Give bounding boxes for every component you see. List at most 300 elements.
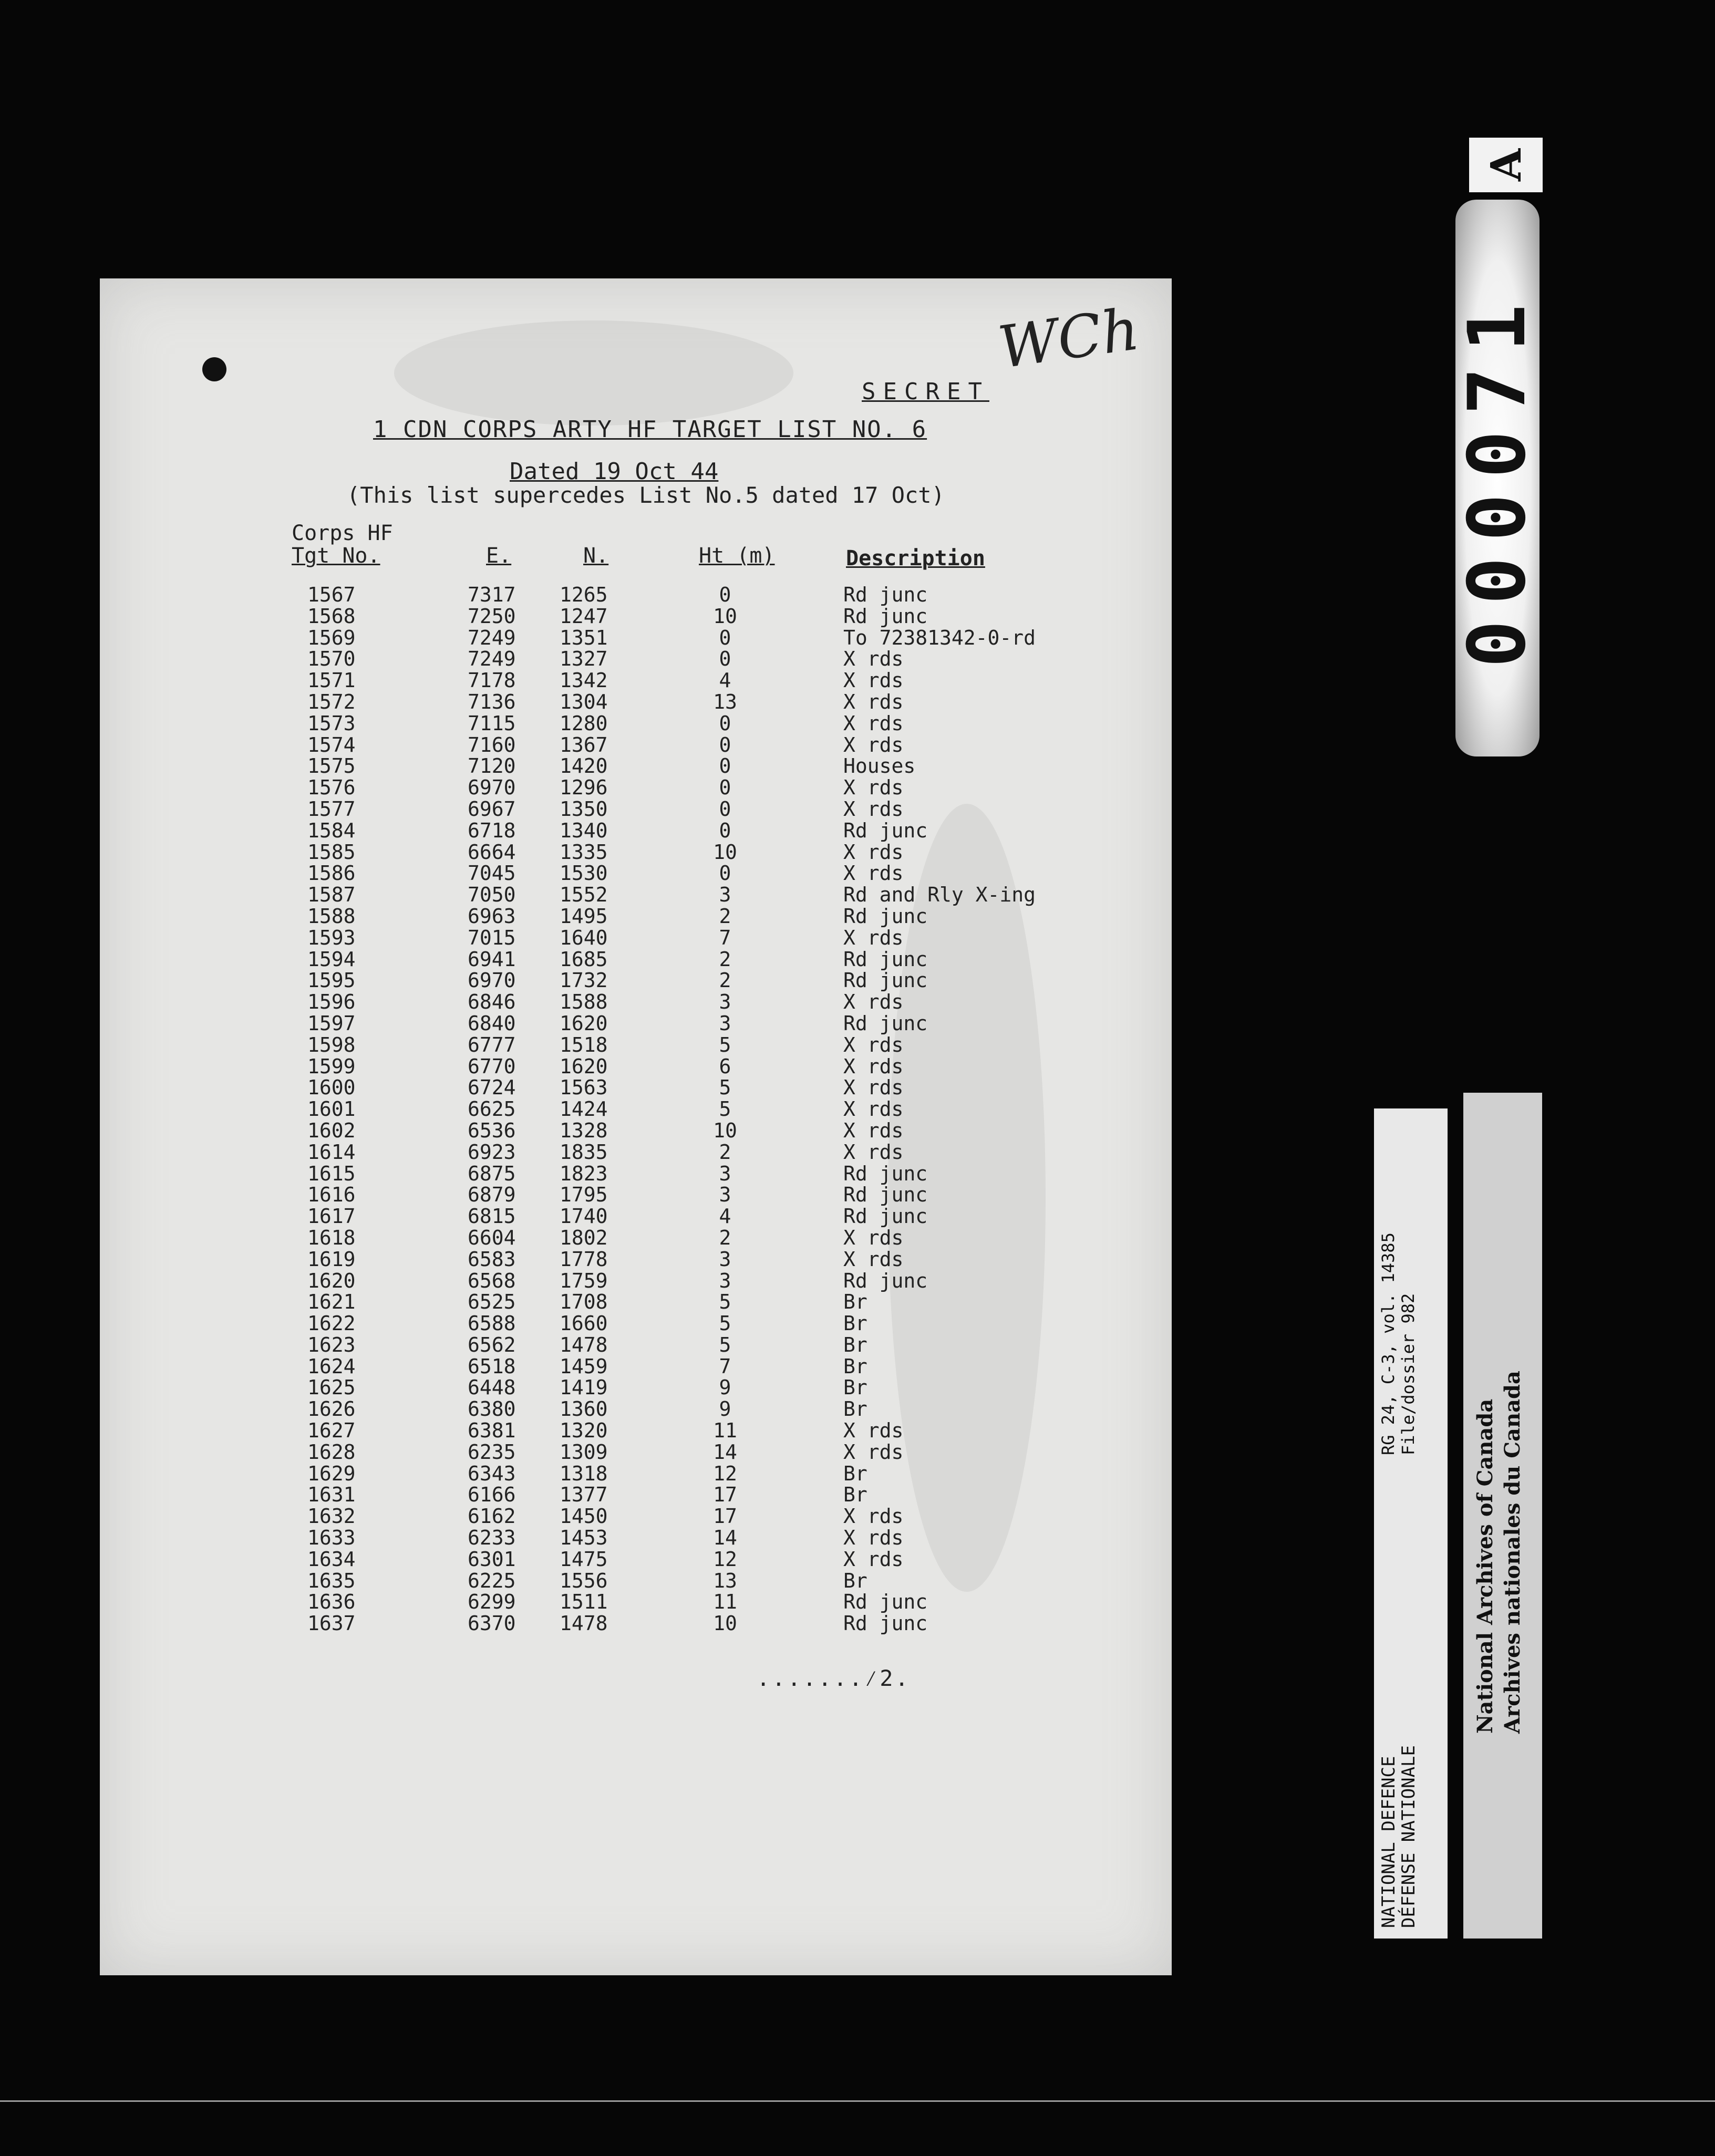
northing-value: 1327 [560, 647, 608, 671]
height-value: 3 [719, 883, 731, 907]
easting-value: 6525 [468, 1290, 516, 1314]
easting-value: 6225 [468, 1569, 516, 1592]
target-number: 1620 [307, 1269, 356, 1292]
description-value: X rds [843, 1033, 904, 1056]
height-value: 3 [719, 1269, 731, 1292]
height-value: 7 [719, 926, 731, 949]
height-value: 2 [719, 1140, 731, 1164]
target-number: 1615 [307, 1162, 356, 1185]
description-value: To 72381342-0-rd [843, 626, 1036, 649]
easting-value: 7178 [468, 669, 516, 692]
height-value: 3 [719, 1247, 731, 1271]
height-value: 12 [713, 1461, 737, 1485]
header-description [846, 546, 985, 571]
header-easting-label: E. [486, 544, 512, 568]
target-number: 1616 [307, 1183, 356, 1207]
height-value: 5 [719, 1076, 731, 1100]
target-number: 1601 [307, 1097, 356, 1121]
height-value: 5 [719, 1312, 731, 1335]
height-value: 14 [713, 1526, 737, 1550]
easting-value: 6381 [468, 1419, 516, 1443]
table-row [100, 754, 1172, 776]
table-row [100, 776, 1172, 800]
table-row [100, 647, 1172, 669]
continuation-marker: .......⁄2. [757, 1665, 911, 1691]
table-row [100, 1376, 1172, 1400]
northing-value: 1778 [560, 1247, 608, 1271]
target-number: 1619 [307, 1247, 356, 1271]
height-value: 3 [719, 990, 731, 1014]
easting-value: 6235 [468, 1440, 516, 1464]
description-value: Br [843, 1290, 867, 1314]
description-value: X rds [843, 1076, 904, 1100]
northing-value: 1280 [560, 711, 608, 735]
northing-value: 1453 [560, 1526, 608, 1550]
description-value: Br [843, 1483, 867, 1507]
description-value: Rd and Rly X-ing [843, 883, 1036, 907]
table-row [100, 1097, 1172, 1119]
northing-value: 1459 [560, 1354, 608, 1378]
table-row [100, 1162, 1172, 1184]
target-table [100, 583, 1172, 1633]
northing-value: 1660 [560, 1312, 608, 1335]
northing-value: 1563 [560, 1076, 608, 1100]
target-number: 1595 [307, 969, 356, 992]
easting-value: 6967 [468, 797, 516, 821]
easting-value: 7249 [468, 647, 516, 671]
height-value: 7 [719, 1354, 731, 1378]
table-row [100, 1183, 1172, 1205]
northing-value: 1552 [560, 883, 608, 907]
northing-value: 1518 [560, 1033, 608, 1056]
easting-value: 6970 [468, 969, 516, 992]
northing-value: 1450 [560, 1505, 608, 1528]
reference-line1: RG 24, C-3, vol. 14385 [1378, 1232, 1398, 1455]
table-row [100, 1033, 1172, 1055]
height-value: 3 [719, 1011, 731, 1035]
easting-value: 6724 [468, 1076, 516, 1100]
table-row [100, 1462, 1172, 1484]
easting-value: 7160 [468, 733, 516, 756]
description-value: Br [843, 1461, 867, 1485]
easting-value: 6815 [468, 1205, 516, 1228]
table-row [100, 1526, 1172, 1548]
department-line1: NATIONAL DEFENCE [1378, 1756, 1399, 1928]
description-value: X rds [843, 776, 904, 800]
northing-value: 1320 [560, 1419, 608, 1443]
northing-value: 1620 [560, 1011, 608, 1035]
table-row [100, 1569, 1172, 1591]
table-row [100, 1548, 1172, 1569]
height-value: 0 [719, 754, 731, 778]
target-number: 1577 [307, 797, 356, 821]
description-value: X rds [843, 1054, 904, 1078]
header-easting [486, 544, 511, 568]
easting-value: 6448 [468, 1376, 516, 1400]
table-row [100, 583, 1172, 605]
northing-value: 1265 [560, 583, 608, 606]
description-value: X rds [843, 990, 904, 1014]
easting-value: 6879 [468, 1183, 516, 1207]
height-value: 10 [713, 604, 737, 628]
easting-value: 7115 [468, 711, 516, 735]
table-row [100, 1248, 1172, 1269]
northing-value: 1475 [560, 1547, 608, 1571]
northing-value: 1759 [560, 1269, 608, 1292]
easting-value: 6166 [468, 1483, 516, 1507]
reference-line2: File/dossier 982 [1398, 1293, 1418, 1455]
table-row [100, 1612, 1172, 1633]
frame-number: 000071 [1452, 288, 1543, 668]
description-value: X rds [843, 1419, 904, 1443]
height-value: 5 [719, 1033, 731, 1056]
description-value: Rd junc [843, 947, 928, 971]
target-number: 1585 [307, 840, 356, 864]
target-number: 1588 [307, 904, 356, 928]
table-row [100, 969, 1172, 990]
easting-value: 6233 [468, 1526, 516, 1550]
table-row [100, 1205, 1172, 1226]
height-value: 14 [713, 1440, 737, 1464]
northing-value: 1318 [560, 1461, 608, 1485]
northing-value: 1424 [560, 1097, 608, 1121]
height-value: 13 [713, 1569, 737, 1592]
target-number: 1568 [307, 604, 356, 628]
table-row [100, 1290, 1172, 1312]
archive-institution-label [1463, 1093, 1542, 1939]
description-value: X rds [843, 690, 904, 713]
target-number: 1626 [307, 1397, 356, 1421]
height-value: 13 [713, 690, 737, 713]
description-value: Br [843, 1569, 867, 1592]
description-value: X rds [843, 1140, 904, 1164]
easting-value: 6162 [468, 1505, 516, 1528]
height-value: 3 [719, 1162, 731, 1185]
northing-value: 1795 [560, 1183, 608, 1207]
table-row [100, 1355, 1172, 1376]
description-value: X rds [843, 1547, 904, 1571]
description-value: X rds [843, 1440, 904, 1464]
target-number: 1576 [307, 776, 356, 800]
easting-value: 6380 [468, 1397, 516, 1421]
description-value: Br [843, 1312, 867, 1335]
table-row [100, 733, 1172, 755]
table-row [100, 1505, 1172, 1526]
height-value: 5 [719, 1097, 731, 1121]
northing-value: 1511 [560, 1590, 608, 1614]
target-number: 1587 [307, 883, 356, 907]
department-line2: DÉFENSE NATIONALE [1398, 1745, 1419, 1928]
height-value: 0 [719, 818, 731, 842]
easting-value: 6370 [468, 1612, 516, 1635]
height-value: 3 [719, 1183, 731, 1207]
height-value: 2 [719, 1226, 731, 1249]
table-row [100, 819, 1172, 841]
description-value: Houses [843, 754, 916, 778]
target-number: 1570 [307, 647, 356, 671]
target-number: 1625 [307, 1376, 356, 1400]
height-value: 11 [713, 1419, 737, 1443]
northing-value: 1588 [560, 990, 608, 1014]
northing-value: 1640 [560, 926, 608, 949]
table-row [100, 626, 1172, 648]
table-row [100, 1119, 1172, 1141]
target-number: 1602 [307, 1118, 356, 1142]
easting-value: 6840 [468, 1011, 516, 1035]
northing-value: 1478 [560, 1612, 608, 1635]
easting-value: 6770 [468, 1054, 516, 1078]
description-value: Br [843, 1333, 867, 1356]
height-value: 5 [719, 1290, 731, 1314]
easting-value: 6536 [468, 1118, 516, 1142]
handwritten-initials: WCh [994, 295, 1143, 382]
description-value: X rds [843, 926, 904, 949]
description-value: Br [843, 1376, 867, 1400]
easting-value: 6568 [468, 1269, 516, 1292]
northing-value: 1420 [560, 754, 608, 778]
document-title: 1 CDN CORPS ARTY HF TARGET LIST NO. 6 [373, 416, 927, 443]
target-number: 1594 [307, 947, 356, 971]
target-number: 1586 [307, 862, 356, 885]
northing-value: 1620 [560, 1054, 608, 1078]
target-number: 1633 [307, 1526, 356, 1550]
easting-value: 7317 [468, 583, 516, 606]
frame-counter [1452, 200, 1543, 756]
target-number: 1632 [307, 1505, 356, 1528]
target-number: 1614 [307, 1140, 356, 1164]
height-value: 6 [719, 1054, 731, 1078]
target-number: 1596 [307, 990, 356, 1014]
northing-value: 1823 [560, 1162, 608, 1185]
scan-smudge [394, 320, 793, 426]
height-value: 0 [719, 733, 731, 756]
height-value: 10 [713, 840, 737, 864]
description-value: X rds [843, 1226, 904, 1249]
easting-value: 6718 [468, 818, 516, 842]
northing-value: 1530 [560, 862, 608, 885]
header-height [699, 544, 775, 568]
height-value: 0 [719, 862, 731, 885]
easting-value: 6625 [468, 1097, 516, 1121]
target-number: 1623 [307, 1333, 356, 1356]
target-number: 1593 [307, 926, 356, 949]
northing-value: 1335 [560, 840, 608, 864]
table-row [100, 990, 1172, 1012]
description-value: Rd junc [843, 1011, 928, 1035]
height-value: 0 [719, 626, 731, 649]
table-row [100, 1419, 1172, 1443]
northing-value: 1835 [560, 1140, 608, 1164]
target-number: 1575 [307, 754, 356, 778]
description-value: X rds [843, 711, 904, 735]
header-northing-label: N. [583, 544, 609, 568]
ink-blot [202, 357, 226, 381]
northing-value: 1419 [560, 1376, 608, 1400]
table-row [100, 862, 1172, 883]
easting-value: 6846 [468, 990, 516, 1014]
table-row [100, 883, 1172, 905]
northing-value: 1360 [560, 1397, 608, 1421]
northing-value: 1296 [560, 776, 608, 800]
header-tgt-line1: Corps HF [292, 521, 393, 545]
table-row [100, 1076, 1172, 1100]
document-page [100, 278, 1172, 1975]
description-value: X rds [843, 733, 904, 756]
target-number: 1629 [307, 1461, 356, 1485]
target-number: 1618 [307, 1226, 356, 1249]
easting-value: 6299 [468, 1590, 516, 1614]
height-value: 17 [713, 1505, 737, 1528]
frame-edge-line [0, 2100, 1715, 2102]
easting-value: 6583 [468, 1247, 516, 1271]
target-number: 1572 [307, 690, 356, 713]
description-value: X rds [843, 1118, 904, 1142]
northing-value: 1247 [560, 604, 608, 628]
target-number: 1637 [307, 1612, 356, 1635]
northing-value: 1478 [560, 1333, 608, 1356]
height-value: 2 [719, 904, 731, 928]
description-value: X rds [843, 1097, 904, 1121]
easting-value: 7136 [468, 690, 516, 713]
description-value: Rd junc [843, 1612, 928, 1635]
easting-value: 7050 [468, 883, 516, 907]
description-value: Br [843, 1397, 867, 1421]
height-value: 5 [719, 1333, 731, 1356]
northing-value: 1328 [560, 1118, 608, 1142]
target-number: 1631 [307, 1483, 356, 1507]
target-number: 1573 [307, 711, 356, 735]
description-value: Rd junc [843, 1269, 928, 1292]
easting-value: 7250 [468, 604, 516, 628]
height-value: 12 [713, 1547, 737, 1571]
header-tgt-line2 [292, 544, 380, 568]
table-row [100, 690, 1172, 712]
description-value: X rds [843, 1505, 904, 1528]
northing-value: 1732 [560, 969, 608, 992]
height-value: 9 [719, 1397, 731, 1421]
northing-value: 1367 [560, 733, 608, 756]
table-row [100, 1440, 1172, 1462]
northing-value: 1708 [560, 1290, 608, 1314]
table-row [100, 1397, 1172, 1419]
supersedes-note: (This list supercedes List No.5 dated 17 Oct) [347, 482, 945, 508]
description-value: Br [843, 1354, 867, 1378]
height-value: 17 [713, 1483, 737, 1507]
northing-value: 1351 [560, 626, 608, 649]
header-height-label: Ht (m) [699, 544, 775, 568]
northing-value: 1350 [560, 797, 608, 821]
target-number: 1600 [307, 1076, 356, 1100]
table-row [100, 1055, 1172, 1076]
easting-value: 6963 [468, 904, 516, 928]
description-value: Rd junc [843, 1183, 928, 1207]
header-northing [583, 544, 608, 568]
description-value: Rd junc [843, 904, 928, 928]
height-value: 2 [719, 969, 731, 992]
table-row [100, 948, 1172, 969]
target-number: 1597 [307, 1011, 356, 1035]
easting-value: 6562 [468, 1333, 516, 1356]
table-row [100, 1590, 1172, 1612]
description-value: X rds [843, 1247, 904, 1271]
tab-letter-label [1469, 138, 1543, 192]
table-row [100, 1483, 1172, 1505]
description-value: X rds [843, 840, 904, 864]
target-number: 1569 [307, 626, 356, 649]
easting-value: 6941 [468, 947, 516, 971]
table-row [100, 712, 1172, 733]
target-number: 1636 [307, 1590, 356, 1614]
archives-name-en: National Archives of Canada [1473, 1398, 1497, 1734]
northing-value: 1802 [560, 1226, 608, 1249]
height-value: 2 [719, 947, 731, 971]
easting-value: 6518 [468, 1354, 516, 1378]
table-row [100, 797, 1172, 819]
northing-value: 1309 [560, 1440, 608, 1464]
table-row [100, 841, 1172, 862]
target-number: 1567 [307, 583, 356, 606]
description-value: X rds [843, 647, 904, 671]
description-value: X rds [843, 669, 904, 692]
target-number: 1584 [307, 818, 356, 842]
target-number: 1598 [307, 1033, 356, 1056]
document-date: Dated 19 Oct 44 [510, 458, 719, 485]
northing-value: 1340 [560, 818, 608, 842]
target-number: 1622 [307, 1312, 356, 1335]
table-row [100, 1333, 1172, 1355]
northing-value: 1342 [560, 669, 608, 692]
easting-value: 6923 [468, 1140, 516, 1164]
archive-reference-label [1374, 1108, 1448, 1939]
target-number: 1617 [307, 1205, 356, 1228]
height-value: 0 [719, 776, 731, 800]
table-row [100, 1269, 1172, 1291]
description-value: Rd junc [843, 1205, 928, 1228]
description-value: X rds [843, 862, 904, 885]
northing-value: 1740 [560, 1205, 608, 1228]
height-value: 0 [719, 583, 731, 606]
target-number: 1634 [307, 1547, 356, 1571]
target-number: 1635 [307, 1569, 356, 1592]
easting-value: 7120 [468, 754, 516, 778]
northing-value: 1377 [560, 1483, 608, 1507]
table-row [100, 669, 1172, 690]
target-number: 1624 [307, 1354, 356, 1378]
height-value: 0 [719, 711, 731, 735]
target-number: 1574 [307, 733, 356, 756]
description-value: Rd junc [843, 969, 928, 992]
target-number: 1571 [307, 669, 356, 692]
target-number: 1621 [307, 1290, 356, 1314]
table-row [100, 1141, 1172, 1162]
description-value: X rds [843, 797, 904, 821]
description-value: Rd junc [843, 604, 928, 628]
description-value: X rds [843, 1526, 904, 1550]
header-description-label: Description [846, 546, 985, 571]
height-value: 10 [713, 1612, 737, 1635]
table-row [100, 905, 1172, 926]
height-value: 0 [719, 797, 731, 821]
height-value: 4 [719, 1205, 731, 1228]
table-row [100, 1012, 1172, 1033]
header-tgt-label: Tgt No. [292, 544, 380, 568]
easting-value: 6875 [468, 1162, 516, 1185]
height-value: 10 [713, 1118, 737, 1142]
easting-value: 6588 [468, 1312, 516, 1335]
target-number: 1628 [307, 1440, 356, 1464]
easting-value: 6604 [468, 1226, 516, 1249]
height-value: 11 [713, 1590, 737, 1614]
